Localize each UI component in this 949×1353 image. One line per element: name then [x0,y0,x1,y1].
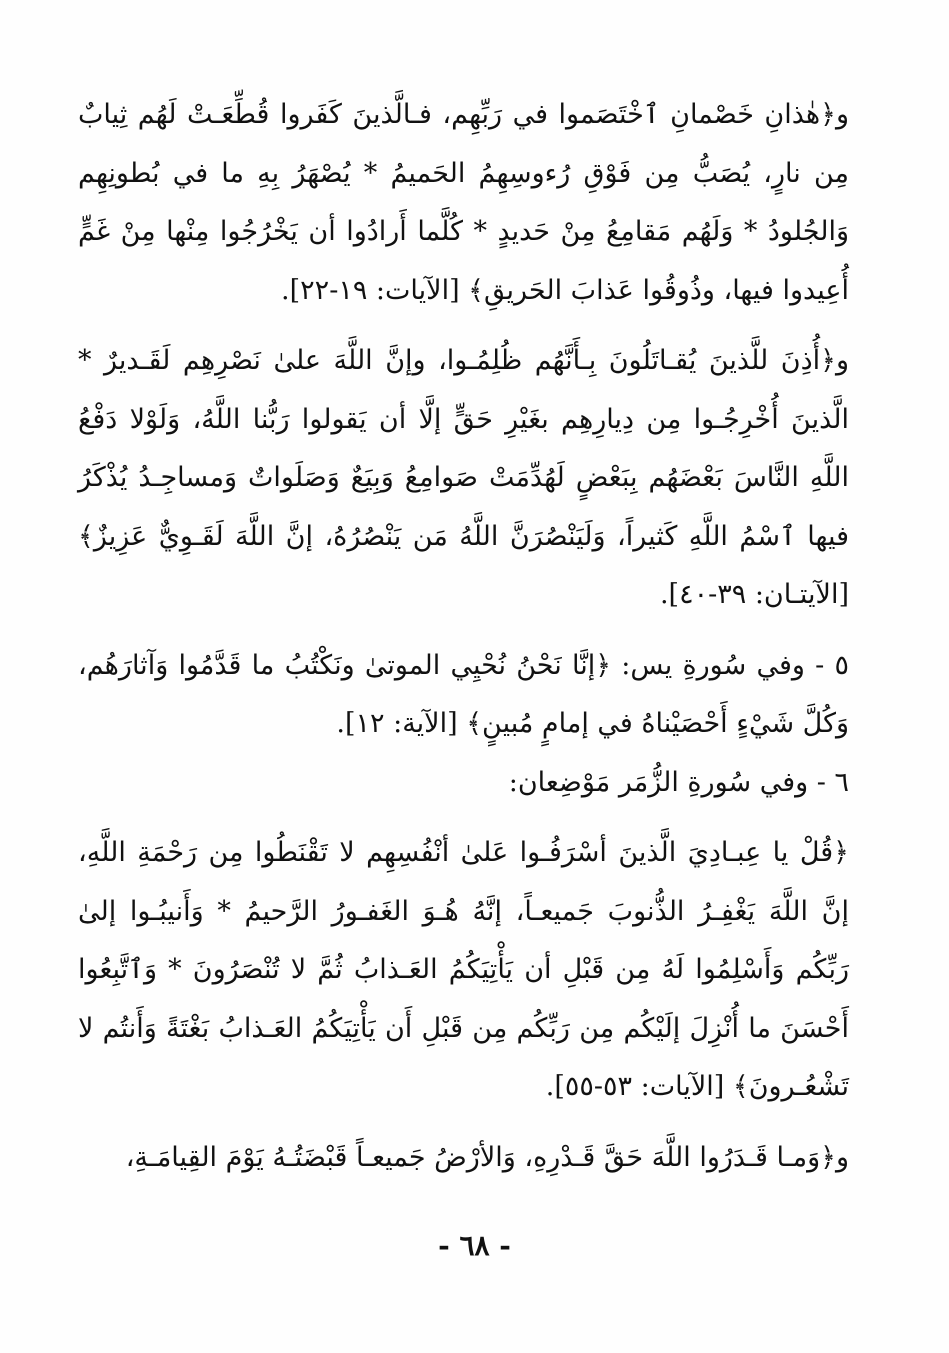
paragraph-surat-al-hajj-verses-39-40: و﴿أُذِنَ للَّذينَ يُقـاتَلُونَ بِـأَنَّهُم ظُلِمُـوا، وإنَّ اللَّهَ علىٰ نَصْرِهِم لَقَـديرٌ * الَّذينَ أُخْرِجُـوا مِن دِيارِهِم بغَيْرِ حَقٍّ إلَّا أن يَقولوا رَبُّنا اللَّهُ، وَلَوْلا دَفْعُ اللَّهِ النَّاسَ بَعْضَهُم بِبَعْضٍ لَهُدِّمَتْ صَوامِعُ وَبِيَعٌ وَصَلَواتٌ وَمساجِـدُ يُذْكَرُ فيها ٱسْمُ اللَّهِ كَثيراً، وَلَيَنْصُرَنَّ اللَّهُ مَن يَنْصُرُهُ، إنَّ اللَّهَ لَقَـوِيٌّ عَزِيزٌ﴾ [الآيتـان: ٣٩-٤٠]. [78,345,849,610]
paragraph-surat-az-zumar-verses-53-55: ﴿قُلْ يا عِبـادِيَ الَّذينَ أسْرَفُـوا عَلىٰ أنْفُسِهِم لا تَقْنَطُوا مِن رَحْمَةِ اللَّهِ، إنَّ اللَّهَ يَغْفِـرُ الذُّنوبَ جَميعـاً، إنَّهُ هُـوَ الغَفـورُ الرَّحيمُ * وَأَنيبُـوا إلىٰ رَبِّكُم وَأَسْلِمُوا لَهُ مِن قَبْلِ أن يَأْتِيَكُمُ العَـذابُ ثُمَّ لا تُنْصَرُونَ * وَٱتَّبِعُوا أَحْسَنَ ما أُنْزِلَ إلَيْكُم مِن رَبِّكُم مِن قَبْلِ أَن يَأْتِيَكُمُ العَـذابُ بَغْتَةً وَأَنتُم لا تَشْعُـرونَ﴾ [الآيات: ٥٣-٥٥]. [78,837,849,1102]
paragraph-surat-az-zumar-verse-67: و﴿وَمـا قَـدَرُوا اللَّهَ حَقَّ قَـدْرِهِ، وَالأرْضُ جَميعـاً قَبْضَتُـهُ يَوْمَ القِيامَـةِ، [125,1141,849,1173]
paragraph-surat-yasin: ٥ - وفي سُورةِ يس: ﴿إنَّا نَحْنُ نُحْيِي الموتىٰ ونَكْتُبُ ما قَدَّمُوا وَآثارَهُم، وَكُلَّ شَيْءٍ أَحْصَيْناهُ في إمامٍ مُبينٍ﴾ [الآية: ١٢]. [78,649,849,739]
body-text [78,86,849,1187]
heading-surat-az-zumar: ٦ - وفي سُورةِ الزُّمَر مَوْضِعان: [508,766,849,798]
paragraph-surat-al-hajj-verses-19-22: و﴿هٰذانِ خَصْمانِ ٱخْتَصَموا في رَبِّهِم، فـالَّذينَ كَفَروا قُطِّعَـتْ لَهُم ثِيابٌ مِن نارٍ، يُصَبُّ مِن فَوْقِ رُءوسِهِمُ الحَميمُ * يُصْهَرُ بِهِ ما في بُطونِهِم وَالجُلودُ * وَلَهُم مَقامِعُ مِنْ حَديدٍ * كُلَّما أَرادُوا أن يَخْرُجُوا مِنْها مِنْ غَمٍّ أُعِيدوا فيها، وذُوقُوا عَذابَ الحَريقِ﴾ [الآيات: ١٩-٢٢]. [78,99,849,306]
page-number: - ٦٨ - [438,1229,511,1262]
